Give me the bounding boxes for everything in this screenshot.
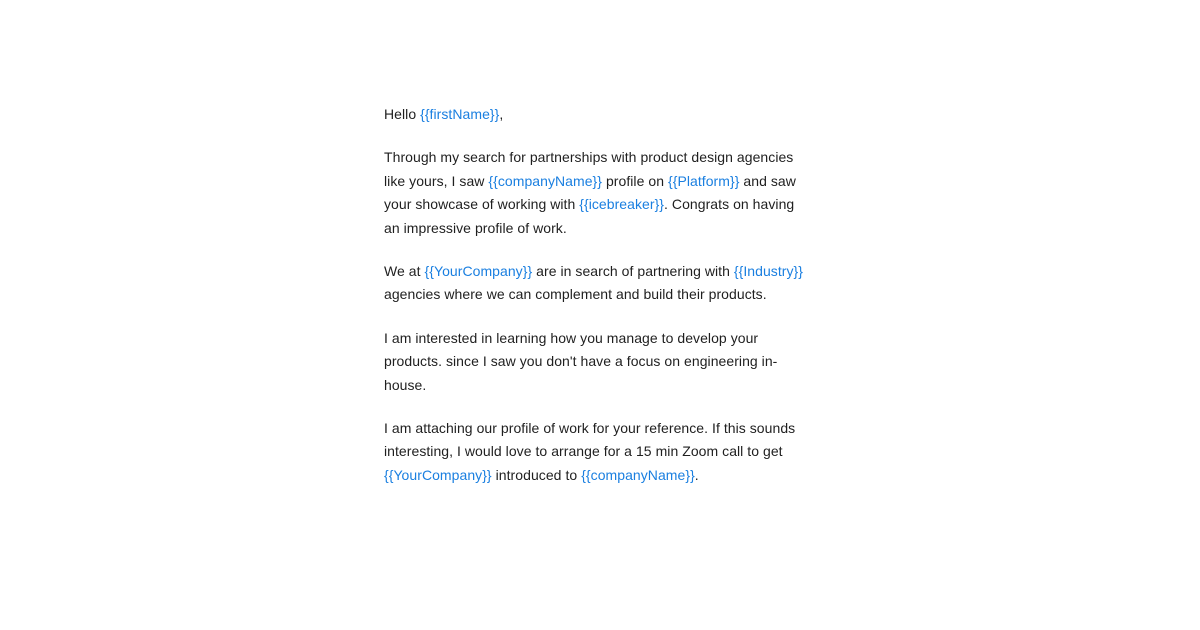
- closing-text-1: I am attaching our profile of work for your reference. If this sounds interesting, I would love to arrange for a 15 min Zoom call to get: [384, 420, 796, 460]
- your-company-variable: {{YourCompany}}: [424, 263, 533, 280]
- industry-variable: {{Industry}}: [733, 263, 804, 280]
- intro-text-2: profile on: [605, 172, 665, 189]
- closing-paragraph: [384, 417, 808, 487]
- interest-text: I am interested in learning how you manage to develop your products. since I saw you don't have a focus on engineering in-house.: [384, 329, 778, 393]
- greeting-paragraph: [384, 103, 808, 126]
- first-name-variable: {{firstName}}: [420, 106, 500, 122]
- greeting-text: Hello: [384, 106, 417, 122]
- partnership-paragraph: [384, 260, 808, 307]
- icebreaker-variable: {{icebreaker}}: [579, 196, 665, 213]
- intro-text-1: Through my search for partnerships with product design agencies like yours, I saw: [384, 149, 794, 189]
- intro-text-4: . Congrats on having an impressive profile of work.: [384, 196, 795, 236]
- email-body: [384, 103, 808, 487]
- partnership-text-1: We at: [384, 263, 421, 280]
- intro-paragraph: [384, 146, 808, 240]
- your-company-variable-2: {{YourCompany}}: [384, 466, 492, 483]
- greeting-comma: ,: [499, 106, 504, 122]
- closing-period: .: [694, 466, 699, 483]
- partnership-text-2: are in search of partnering with: [536, 263, 730, 280]
- company-name-variable: {{companyName}}: [488, 172, 602, 189]
- intro-text-3: and saw your showcase of working with: [384, 172, 796, 213]
- platform-variable: {{Platform}}: [668, 172, 740, 189]
- partnership-text-3: agencies where we can complement and build their products.: [384, 286, 767, 303]
- closing-text-2: introduced to: [495, 466, 578, 483]
- interest-paragraph: [384, 327, 808, 397]
- company-name-variable-2: {{companyName}}: [581, 466, 695, 483]
